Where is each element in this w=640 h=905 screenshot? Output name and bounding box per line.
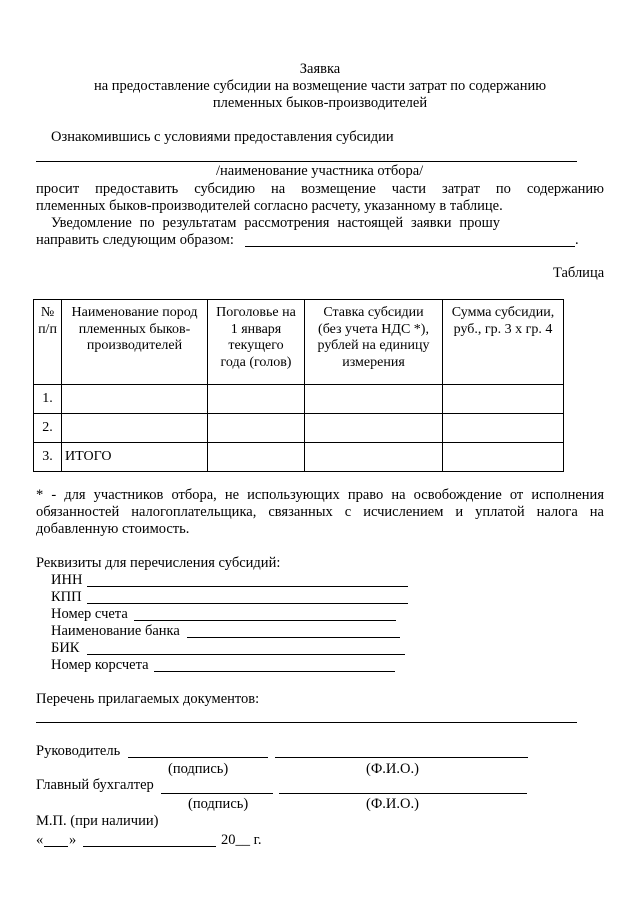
header-number: № п/п — [34, 300, 62, 385]
date-month-field[interactable] — [83, 846, 216, 847]
kpp-label: КПП — [51, 589, 82, 605]
headcount-cell[interactable] — [208, 385, 305, 414]
kpp-field[interactable] — [87, 603, 408, 604]
date-year: 20__ г. — [221, 832, 262, 848]
accountant-signature-field[interactable] — [161, 793, 273, 794]
table-row — [34, 385, 564, 414]
bik-label: БИК — [51, 640, 80, 656]
subsidy-sum-total-cell[interactable] — [443, 443, 564, 472]
row-number: 3. — [34, 443, 62, 472]
document-subtitle-line-2: племенных быков-производителей — [212, 95, 428, 111]
notice-text-line-2: направить следующим образом: — [36, 232, 234, 248]
head-signature-caption: (подпись) — [168, 761, 229, 777]
accountant-fio-field[interactable] — [279, 793, 527, 794]
notice-text-line-1: Уведомление по результатам рассмотрения настоящей заявки прошу — [51, 215, 500, 231]
breed-name-cell[interactable] — [62, 414, 208, 443]
notice-method-line[interactable] — [245, 246, 575, 247]
document-subtitle-line-1: на предоставление субсидии на возмещение части затрат по содержанию — [93, 78, 547, 94]
row-number: 1. — [34, 385, 62, 414]
headcount-cell[interactable] — [208, 414, 305, 443]
account-field[interactable] — [134, 620, 396, 621]
total-label: ИТОГО — [62, 443, 208, 472]
bank-label: Наименование банка — [51, 623, 180, 639]
accountant-signature-caption: (подпись) — [188, 796, 249, 812]
bank-field[interactable] — [187, 637, 400, 638]
corr-account-label: Номер корсчета — [51, 657, 149, 673]
corr-account-field[interactable] — [154, 671, 395, 672]
head-signature-field[interactable] — [128, 757, 268, 758]
date-close-quote: » — [69, 832, 77, 848]
documents-title: Перечень прилагаемых документов: — [36, 691, 260, 707]
header-breed-name: Наименование пород племенных быков-производителей — [62, 300, 208, 385]
subsidy-rate-cell[interactable] — [305, 385, 443, 414]
row-number: 2. — [34, 414, 62, 443]
date-day-field[interactable] — [44, 846, 68, 847]
account-label: Номер счета — [51, 606, 128, 622]
bik-field[interactable] — [87, 654, 405, 655]
table-row-total — [34, 443, 564, 472]
request-text-line-2: племенных быков-производителей согласно расчету, указанному в таблице. — [36, 198, 503, 214]
table-header-row — [34, 300, 564, 385]
request-text-line-1: просит предоставить субсидию на возмещение части затрат по содержанию — [36, 181, 604, 197]
subsidy-rate-total-cell[interactable] — [305, 443, 443, 472]
participant-name-line[interactable] — [36, 161, 577, 162]
accountant-fio-caption: (Ф.И.О.) — [366, 796, 419, 812]
head-fio-field[interactable] — [275, 757, 528, 758]
footnote-line-2: обязанностей налогоплательщика, связанных с исчислением и уплатой налога на — [36, 504, 604, 520]
accountant-label: Главный бухгалтер — [36, 777, 154, 793]
header-subsidy-sum: Сумма субсидии, руб., гр. 3 х гр. 4 — [443, 300, 564, 385]
subsidy-sum-cell[interactable] — [443, 414, 564, 443]
inn-field[interactable] — [87, 586, 408, 587]
date-open-quote: « — [36, 832, 44, 848]
notice-end-dot: . — [575, 232, 579, 248]
requisites-title: Реквизиты для перечисления субсидий: — [36, 555, 281, 571]
participant-name-caption: /наименование участника отбора/ — [216, 163, 424, 179]
table-caption: Таблица — [553, 265, 605, 281]
stamp-label: М.П. (при наличии) — [36, 813, 159, 829]
header-subsidy-rate: Ставка субсидии (без учета НДС *), рублей на единицу измерения — [305, 300, 443, 385]
subsidy-rate-cell[interactable] — [305, 414, 443, 443]
intro-text: Ознакомившись с условиями предоставления субсидии — [51, 129, 394, 145]
subsidy-table — [33, 299, 564, 472]
documents-field[interactable] — [36, 722, 577, 723]
head-fio-caption: (Ф.И.О.) — [366, 761, 419, 777]
headcount-total-cell[interactable] — [208, 443, 305, 472]
footnote-line-1: * - для участников отбора, не использующих право на освобождение от исполнения — [36, 487, 604, 503]
header-headcount: Поголовье на 1 января текущего года (голов) — [208, 300, 305, 385]
document-title: Заявка — [299, 61, 341, 77]
subsidy-sum-cell[interactable] — [443, 385, 564, 414]
inn-label: ИНН — [51, 572, 83, 588]
head-label: Руководитель — [36, 743, 121, 759]
table-row — [34, 414, 564, 443]
footnote-line-3: добавленную стоимость. — [36, 521, 190, 537]
breed-name-cell[interactable] — [62, 385, 208, 414]
